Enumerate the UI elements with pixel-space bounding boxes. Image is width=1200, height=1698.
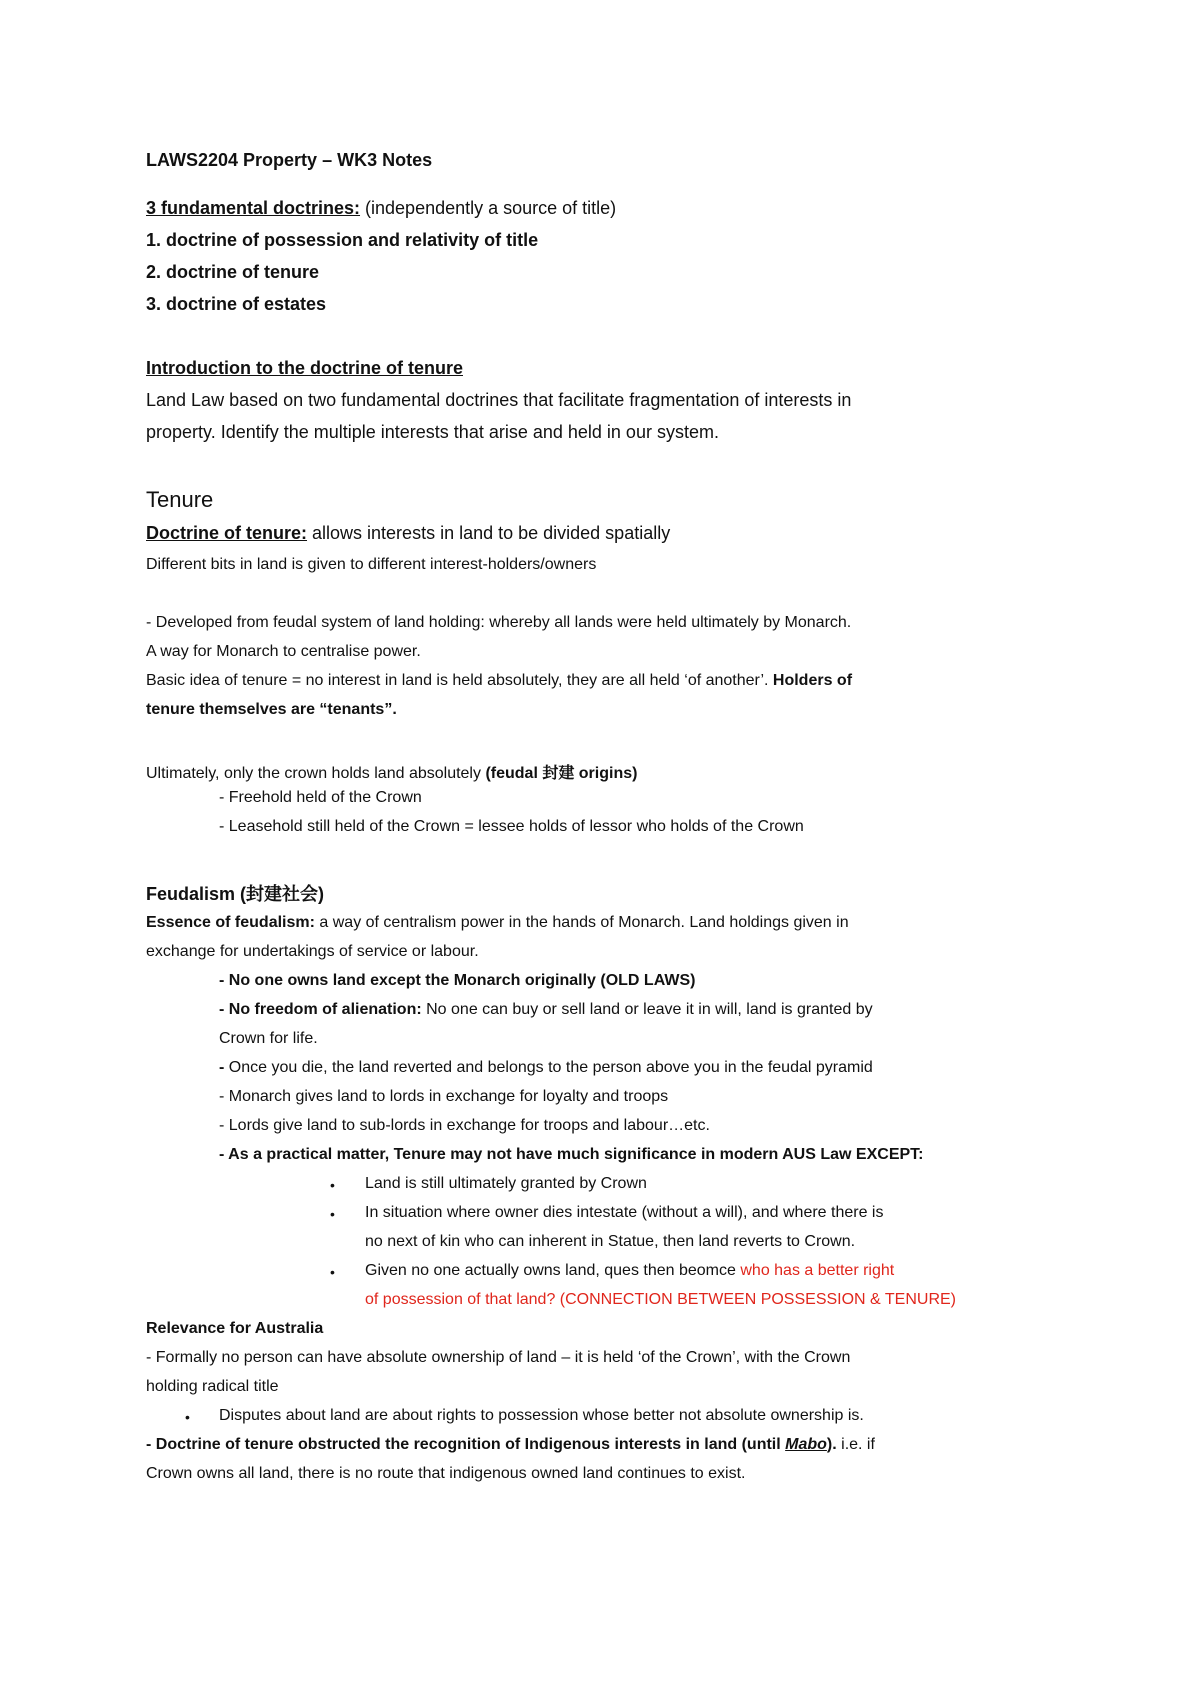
feudalism-heading: Feudalism (封建社会) bbox=[146, 884, 325, 904]
bullet-icon: • bbox=[330, 1177, 335, 1193]
fundamental-doctrines-line bbox=[146, 198, 616, 219]
feudalism-point-4: - Monarch gives land to lords in exchange for loyalty and troops bbox=[219, 1088, 669, 1105]
feudalism-bullet-2-line-1: In situation where owner dies intestate (without a will), and where there is bbox=[365, 1204, 884, 1221]
bullet-icon: • bbox=[330, 1264, 335, 1280]
bullet-icon: • bbox=[185, 1409, 190, 1425]
doctrine-item-2: 2. doctrine of tenure bbox=[146, 262, 320, 282]
tenure-developed-line-1: - Developed from feudal system of land holding: whereby all lands were held ultimately by Monarch. bbox=[146, 614, 852, 631]
fundamental-doctrines-note: (independently a source of title) bbox=[360, 198, 617, 218]
tenure-freehold-line: - Freehold held of the Crown bbox=[219, 789, 422, 806]
feudalism-bullet-2-line-2: no next of kin who can inherent in Statue, then land reverts to Crown. bbox=[365, 1233, 856, 1250]
australia-close-paren: ). bbox=[826, 1436, 837, 1453]
tenure-intro-heading: Introduction to the doctrine of tenure bbox=[146, 358, 463, 378]
australia-line-2: holding radical title bbox=[146, 1378, 279, 1395]
fundamental-doctrines-heading: 3 fundamental doctrines: bbox=[146, 198, 361, 218]
feudalism-alienation-text: No one can buy or sell land or leave it in will, land is granted by bbox=[421, 1001, 873, 1018]
feudalism-point-2-line-2: Crown for life. bbox=[219, 1030, 318, 1047]
tenure-definition bbox=[146, 523, 670, 544]
feudalism-point-2-line-1 bbox=[219, 1001, 873, 1019]
tenure-basic-idea-text: Basic idea of tenure = no interest in land is held absolutely, they are all held ‘of another’. bbox=[146, 672, 773, 689]
tenure-ultimately-line bbox=[146, 760, 637, 783]
feudalism-bullet-1: Land is still ultimately granted by Crown bbox=[365, 1175, 647, 1192]
doctrine-item-3: 3. doctrine of estates bbox=[146, 294, 327, 314]
tenure-leasehold-line: - Leasehold still held of the Crown = lessee holds of lessor who holds of the Crown bbox=[219, 818, 804, 835]
feudalism-bullet-3-text: Given no one actually owns land, ques then beomce bbox=[365, 1262, 741, 1279]
feudalism-bullet-3-line-2: of possession of that land? (CONNECTION BETWEEN POSSESSION & TENURE) bbox=[365, 1291, 956, 1308]
tenure-basic-idea-line-2: tenure themselves are “tenants”. bbox=[146, 701, 397, 718]
tenure-intro-line-1: Land Law based on two fundamental doctrines that facilitate fragmentation of interests in bbox=[146, 390, 852, 410]
australia-line-3 bbox=[146, 1436, 875, 1454]
page-title: LAWS2204 Property – WK3 Notes bbox=[146, 150, 433, 170]
australia-bullet-1: Disputes about land are about rights to possession whose better not absolute ownership is. bbox=[219, 1407, 864, 1424]
australia-ie-text: i.e. if bbox=[836, 1436, 875, 1453]
australia-line-4: Crown owns all land, there is no route that indigenous owned land continues to exist. bbox=[146, 1465, 746, 1482]
feudalism-point-6: - As a practical matter, Tenure may not have much significance in modern AUS Law EXCEPT: bbox=[219, 1146, 924, 1163]
tenure-definition-text: allows interests in land to be divided spatially bbox=[307, 523, 671, 543]
feudalism-bullet-3-line-1 bbox=[365, 1262, 894, 1280]
australia-tenure-obstructed: - Doctrine of tenure obstructed the recognition of Indigenous interests in land (until bbox=[146, 1436, 786, 1453]
feudalism-point-1: - No one owns land except the Monarch originally (OLD LAWS) bbox=[219, 972, 696, 989]
feudalism-essence-label: Essence of feudalism: bbox=[146, 914, 315, 931]
tenure-heading: Tenure bbox=[146, 487, 214, 512]
tenure-definition-label: Doctrine of tenure: bbox=[146, 523, 308, 543]
tenure-developed-line-2: A way for Monarch to centralise power. bbox=[146, 643, 421, 660]
tenure-ultimately-text: Ultimately, only the crown holds land absolutely bbox=[146, 765, 486, 782]
tenure-holders-bold: Holders of bbox=[772, 672, 853, 689]
bullet-icon: • bbox=[330, 1206, 335, 1222]
mabo-case-name: Mabo bbox=[785, 1436, 827, 1453]
australia-heading: Relevance for Australia bbox=[146, 1320, 324, 1337]
feudalism-point-5: - Lords give land to sub-lords in exchange for troops and labour…etc. bbox=[219, 1117, 710, 1134]
feudalism-essence-line-1 bbox=[146, 914, 849, 932]
feudalism-essence-line-2: exchange for undertakings of service or labour. bbox=[146, 943, 479, 960]
tenure-feudal-origins: (feudal 封建 origins) bbox=[485, 765, 638, 782]
feudalism-point-3 bbox=[219, 1059, 873, 1077]
tenure-basic-idea-line-1 bbox=[146, 672, 852, 690]
feudalism-point-3-text: Once you die, the land reverted and belongs to the person above you in the feudal pyramid bbox=[228, 1059, 873, 1076]
feudalism-essence-text: a way of centralism power in the hands of Monarch. Land holdings given in bbox=[314, 914, 849, 931]
tenure-intro-line-2: property. Identify the multiple interests that arise and held in our system. bbox=[146, 422, 719, 442]
feudalism-bullet-3-highlight: who has a better right bbox=[740, 1262, 895, 1279]
doctrine-item-1: 1. doctrine of possession and relativity of title bbox=[146, 230, 539, 250]
feudalism-alienation-label: - No freedom of alienation: bbox=[219, 1001, 422, 1018]
tenure-line-1: Different bits in land is given to different interest-holders/owners bbox=[146, 556, 597, 573]
australia-line-1: - Formally no person can have absolute ownership of land – it is held ‘of the Crown’, with the Crown bbox=[146, 1349, 851, 1366]
feudalism-point-3-dash: - bbox=[219, 1059, 229, 1076]
